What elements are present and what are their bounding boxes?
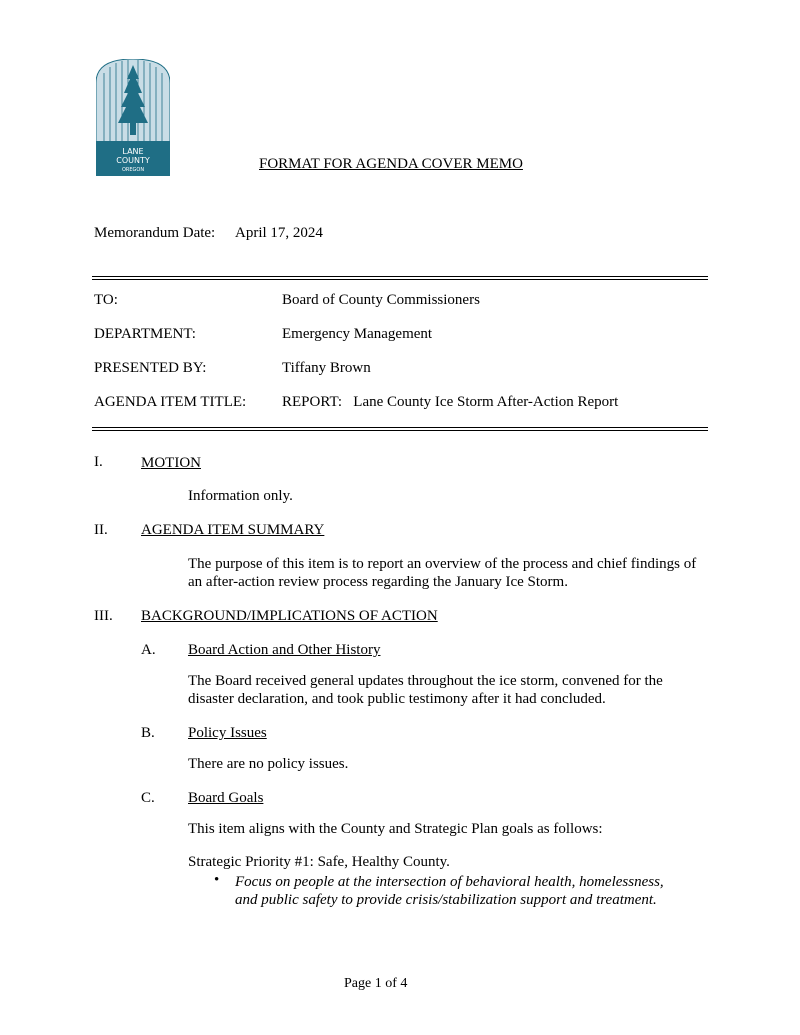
- page-number: Page 1 of 4: [344, 976, 408, 991]
- logo-line1: LANE: [122, 147, 144, 156]
- memo-date-label: Memorandum Date:: [94, 225, 216, 241]
- section-2-number: II.: [94, 522, 108, 538]
- agenda-item-title-value: REPORT: Lane County Ice Storm After-Action Report: [282, 394, 619, 410]
- page-title: FORMAT FOR AGENDA COVER MEMO: [259, 156, 523, 172]
- bullet-icon: •: [214, 872, 220, 888]
- section-1-title: MOTION: [141, 455, 201, 471]
- presented-by-label: PRESENTED BY:: [94, 360, 207, 376]
- subsection-a-body-line2: disaster declaration, and took public testimony after it had concluded.: [188, 691, 606, 707]
- to-label: TO:: [94, 292, 118, 308]
- subsection-c-body: This item aligns with the County and Strategic Plan goals as follows:: [188, 821, 603, 837]
- subsection-c-title: Board Goals: [188, 790, 264, 806]
- divider-top-2: [92, 279, 708, 280]
- divider-bottom-2: [92, 430, 708, 431]
- divider-top-1: [92, 276, 708, 277]
- agenda-item-title-label: AGENDA ITEM TITLE:: [94, 394, 247, 410]
- section-2-body-line1: The purpose of this item is to report an overview of the process and chief findings of: [188, 556, 697, 572]
- section-1-body: Information only.: [188, 488, 293, 504]
- subsection-c-number: C.: [141, 790, 155, 806]
- section-3-title: BACKGROUND/IMPLICATIONS OF ACTION: [141, 608, 438, 624]
- strategic-priority: Strategic Priority #1: Safe, Healthy County.: [188, 854, 450, 870]
- section-3-number: III.: [94, 608, 113, 624]
- subsection-a-body-line1: The Board received general updates throughout the ice storm, convened for the: [188, 673, 663, 689]
- logo-line2: COUNTY: [116, 156, 150, 165]
- section-2-title: AGENDA ITEM SUMMARY: [141, 522, 325, 538]
- logo-line3: OREGON: [121, 167, 145, 173]
- memo-date-value: April 17, 2024: [235, 225, 323, 241]
- to-value: Board of County Commissioners: [282, 292, 480, 308]
- presented-by-value: Tiffany Brown: [282, 360, 371, 376]
- subsection-b-number: B.: [141, 725, 155, 741]
- subsection-b-title: Policy Issues: [188, 725, 267, 741]
- department-value: Emergency Management: [282, 326, 433, 342]
- department-label: DEPARTMENT:: [94, 326, 196, 342]
- subsection-b-body: There are no policy issues.: [188, 756, 349, 772]
- divider-bottom-1: [92, 427, 708, 428]
- subsection-a-title: Board Action and Other History: [188, 642, 381, 658]
- subsection-a-number: A.: [141, 642, 156, 658]
- section-1-number: I.: [94, 454, 103, 470]
- section-2-body-line2: an after-action review process regarding the January Ice Storm.: [188, 574, 568, 590]
- bullet-text-line1: Focus on people at the intersection of behavioral health, homelessness,: [235, 874, 664, 890]
- lane-county-logo: [96, 59, 170, 176]
- bullet-text-line2: and public safety to provide crisis/stabilization support and treatment.: [235, 892, 657, 908]
